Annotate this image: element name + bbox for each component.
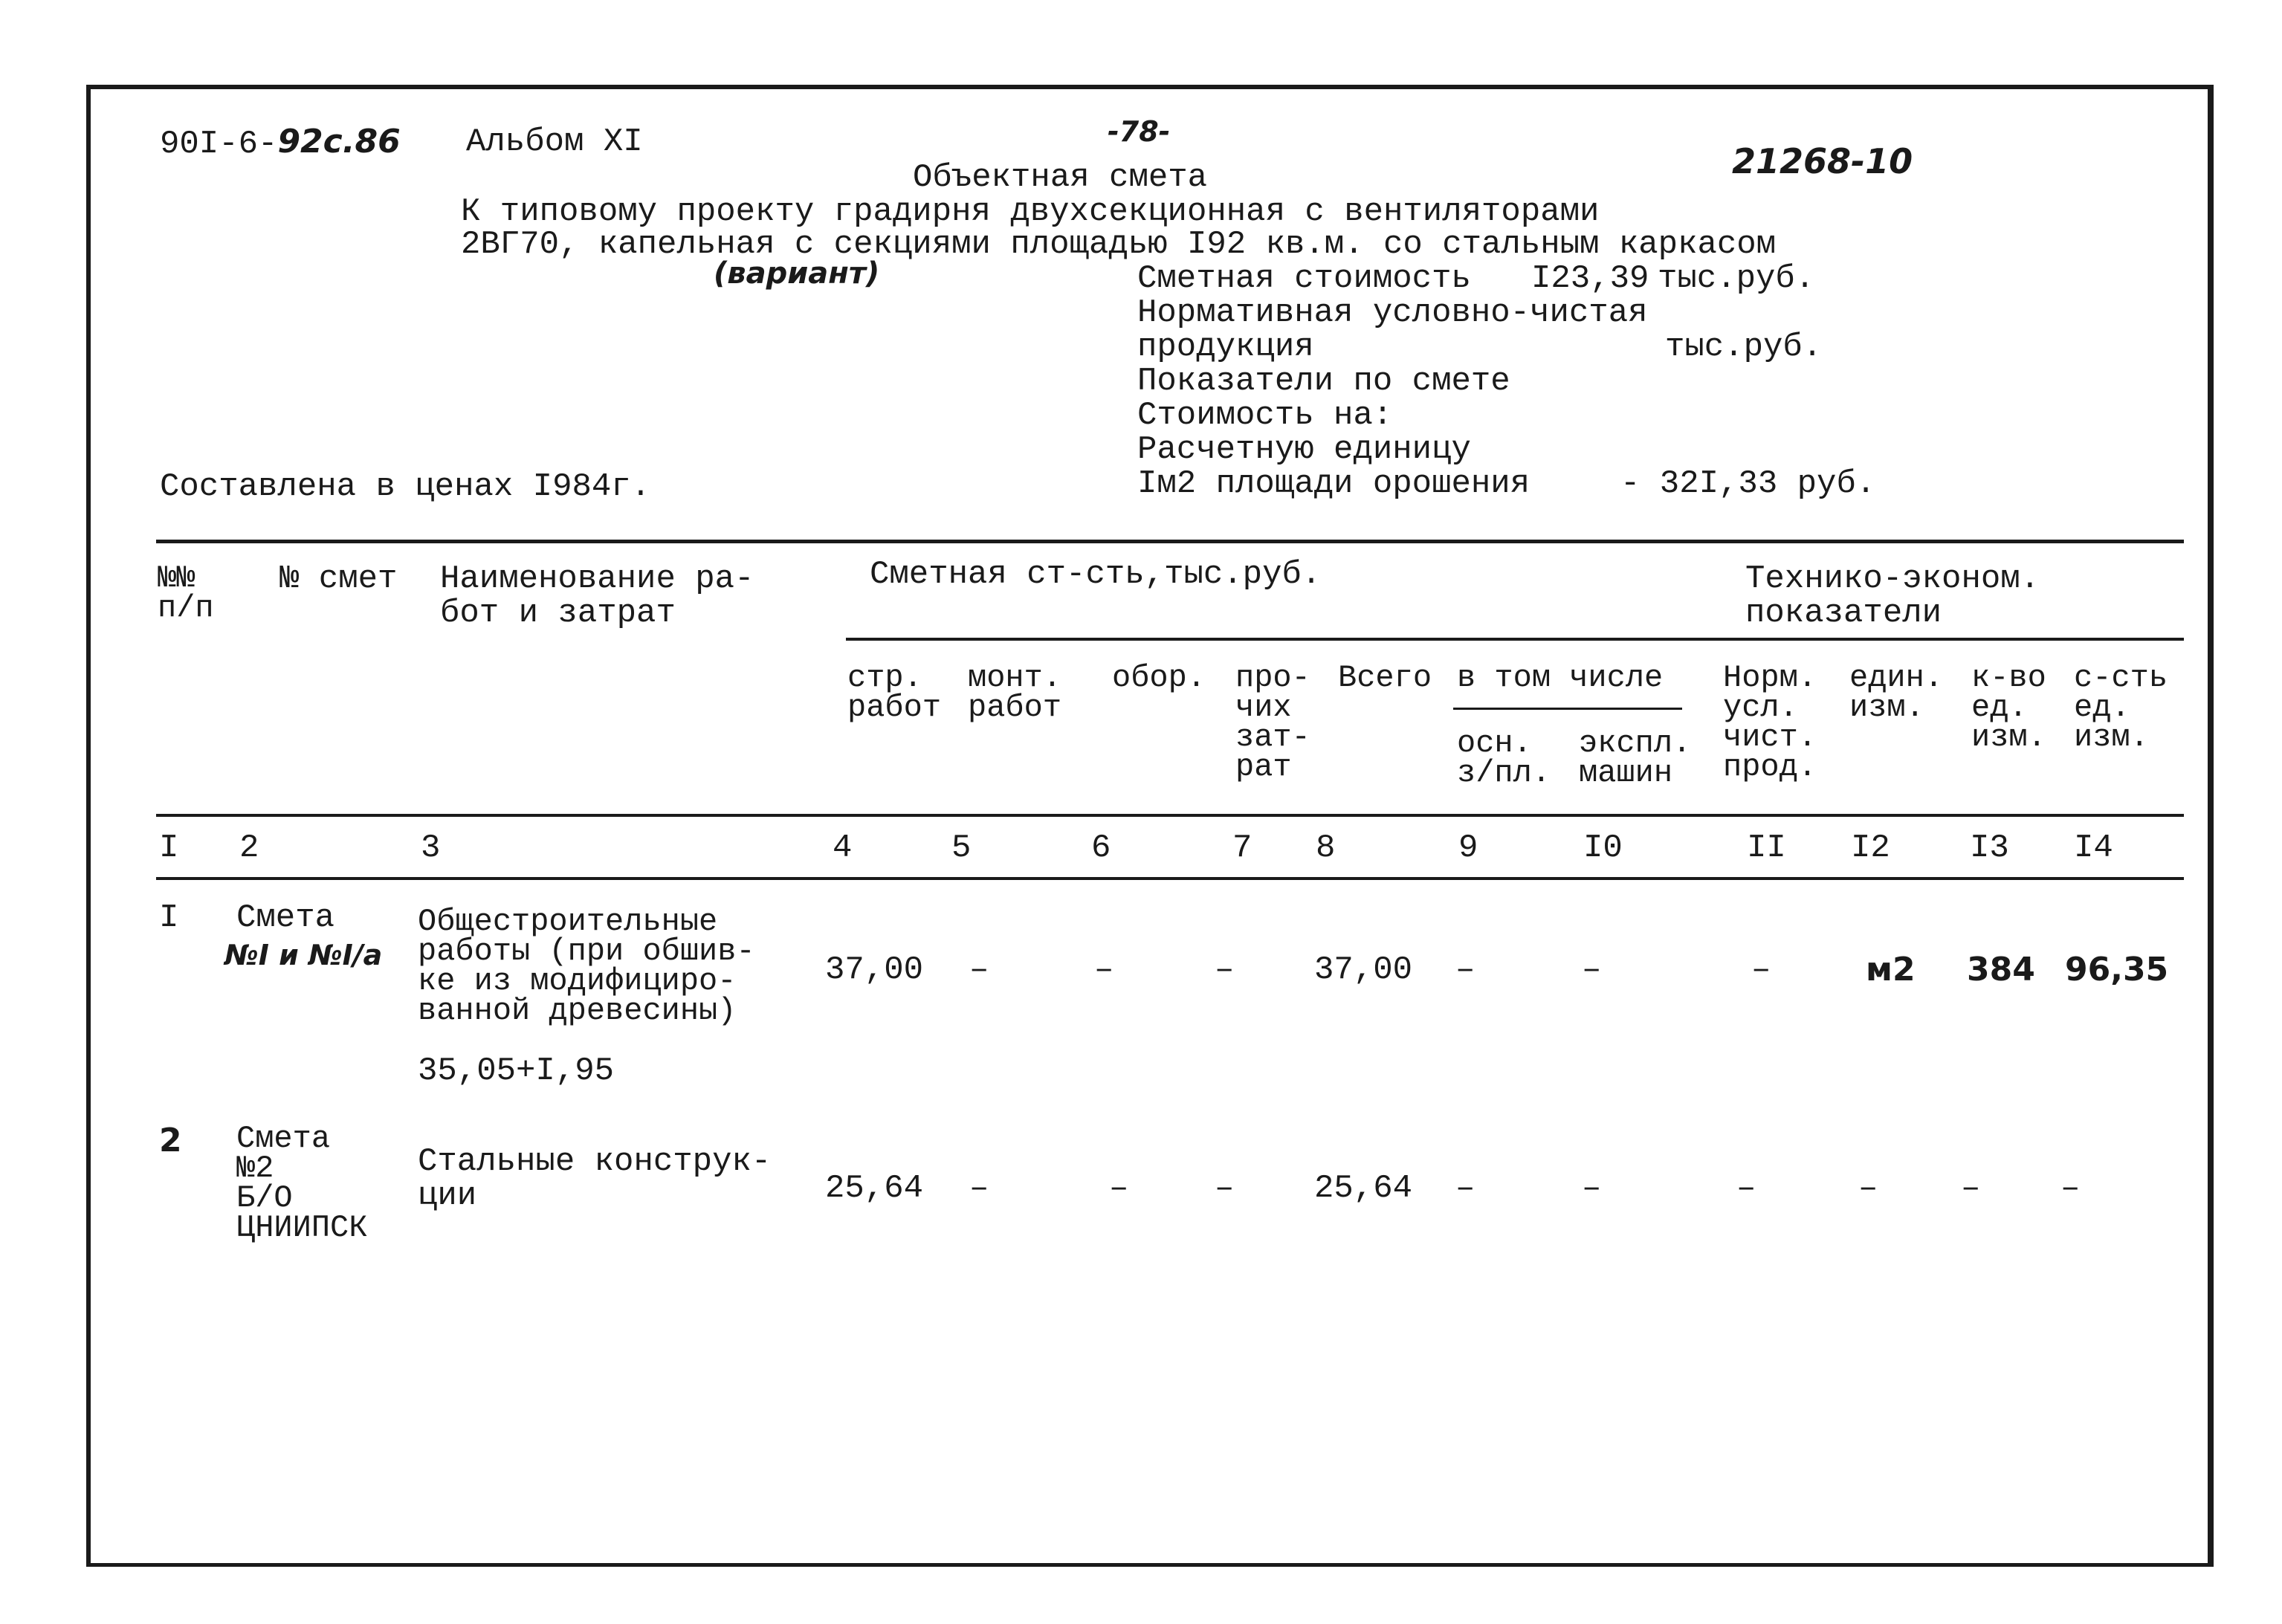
row2-number: 2 — [159, 1122, 182, 1159]
col-number-9: 9 — [1458, 829, 1478, 867]
page-number: -78- — [1108, 115, 1171, 148]
col-number-7: 7 — [1232, 829, 1252, 867]
row2-base-wage: – — [1455, 1170, 1475, 1207]
row1-estimate-label: Смета — [236, 899, 335, 936]
header-unit: един. изм. — [1849, 660, 1944, 725]
variant-note: (вариант) — [714, 256, 880, 291]
row1-estimate-ref: №I и №I/а — [224, 939, 383, 971]
prices-note: Составлена в ценах I984г. — [160, 468, 651, 505]
row1-unit-cost: 96,35 — [2065, 951, 2169, 989]
incl-group-rule — [1453, 708, 1682, 710]
header-tech-group: Технико-эконом. показатели — [1745, 560, 2040, 632]
cost-on-label: Стоимость на: — [1137, 397, 1393, 434]
col-number-14: I4 — [2074, 829, 2113, 867]
area-value: - 32I,33 руб. — [1620, 465, 1876, 502]
row1-base-wage: – — [1455, 951, 1475, 989]
header-quantity: к-во ед. изм. — [1971, 660, 2046, 755]
header-machine-operation: экспл. машин — [1579, 725, 1692, 791]
cost-unit: тыс.руб. — [1658, 260, 1815, 297]
row1-construction-cost: 37,00 — [825, 951, 924, 989]
document-number: 21268-10 — [1732, 141, 1913, 181]
col-number-10: I0 — [1583, 829, 1623, 867]
row2-quantity: – — [1961, 1170, 1981, 1207]
project-line-2: 2ВГ70, капельная с секциями площадью I92 кв.м. со стальным каркасом — [461, 226, 1777, 263]
header-equipment: обор. — [1112, 660, 1206, 696]
col-number-12: I2 — [1851, 829, 1890, 867]
col-number-3: 3 — [421, 829, 441, 867]
col-numbers-rule — [156, 877, 2184, 880]
col-number-11: II — [1747, 829, 1786, 867]
row1-total-cost: 37,00 — [1314, 951, 1413, 989]
col-number-6: 6 — [1091, 829, 1111, 867]
row1-installation-cost: – — [969, 951, 989, 989]
project-line-1: К типовому проекту градирня двухсекционная с вентиляторами — [461, 193, 1600, 230]
header-construction-works: стр. работ — [847, 660, 942, 725]
document-title: Объектная смета — [913, 159, 1208, 196]
row2-work-name: Стальные конструк- ции — [418, 1143, 772, 1214]
row2-unit-cost: – — [2060, 1170, 2081, 1207]
row1-net-product: – — [1751, 951, 1771, 989]
row2-construction-cost: 25,64 — [825, 1170, 924, 1207]
cost-group-rule — [846, 638, 2184, 641]
row1-other-cost: – — [1215, 951, 1235, 989]
row2-unit: – — [1858, 1170, 1878, 1207]
col-number-13: I3 — [1970, 829, 2009, 867]
header-name: Наименование ра- бот и затрат — [440, 560, 754, 632]
header-bottom-rule — [156, 814, 2184, 817]
table-top-rule — [156, 540, 2184, 543]
row1-number: I — [159, 899, 179, 936]
doc-code: 90I-6-92c.86 — [160, 123, 401, 163]
indicators-label: Показатели по смете — [1137, 363, 1510, 400]
row1-unit: м2 — [1866, 951, 1916, 989]
col-number-8: 8 — [1316, 829, 1336, 867]
header-estimate: № смет — [279, 560, 398, 598]
cost-value: I23,39 — [1531, 260, 1649, 297]
col-number-1: I — [159, 829, 179, 867]
header-cost-group: Сметная ст-сть,тыс.руб. — [870, 556, 1322, 593]
header-unit-cost: с-сть ед. изм. — [2074, 660, 2168, 755]
row1-work-name: Общестроительные работы (при обшив- ке из модифициро- ванной древесины) — [418, 904, 755, 1029]
row1-quantity: 384 — [1967, 951, 2035, 989]
row2-installation-cost: – — [969, 1170, 989, 1207]
norm-unit: тыс.руб. — [1665, 329, 1823, 366]
header-including: в том числе — [1457, 660, 1664, 696]
col-number-5: 5 — [951, 829, 972, 867]
norm-label-1: Нормативная условно-чистая — [1137, 294, 1648, 331]
row2-other-cost: – — [1215, 1170, 1235, 1207]
area-label: Iм2 площади орошения — [1137, 465, 1531, 502]
header-base-wage: осн. з/пл. — [1457, 725, 1551, 791]
header-other-costs: про- чих зат- рат — [1235, 660, 1310, 785]
header-num: №№ п/п — [158, 560, 214, 626]
row2-machine-operation: – — [1582, 1170, 1602, 1207]
norm-label-2: продукция — [1137, 329, 1314, 366]
header-total: Всего — [1338, 660, 1432, 696]
row2-equipment-cost: – — [1109, 1170, 1129, 1207]
col-number-2: 2 — [239, 829, 259, 867]
header-net-product: Норм. усл. чист. прод. — [1723, 660, 1817, 785]
cost-label: Сметная стоимость — [1137, 260, 1471, 297]
col-number-4: 4 — [833, 829, 853, 867]
row1-equipment-cost: – — [1094, 951, 1114, 989]
header-installation-works: монт. работ — [968, 660, 1062, 725]
row2-net-product: – — [1736, 1170, 1756, 1207]
row2-estimate-label: Смета №2 Б/О ЦНИИПСК — [236, 1121, 368, 1246]
album-label: Альбом XI — [466, 123, 643, 161]
row1-cost-breakdown: 35,05+I,95 — [418, 1052, 615, 1090]
row2-total-cost: 25,64 — [1314, 1170, 1413, 1207]
calc-unit-label: Расчетную единицу — [1137, 431, 1471, 468]
row1-machine-operation: – — [1582, 951, 1602, 989]
